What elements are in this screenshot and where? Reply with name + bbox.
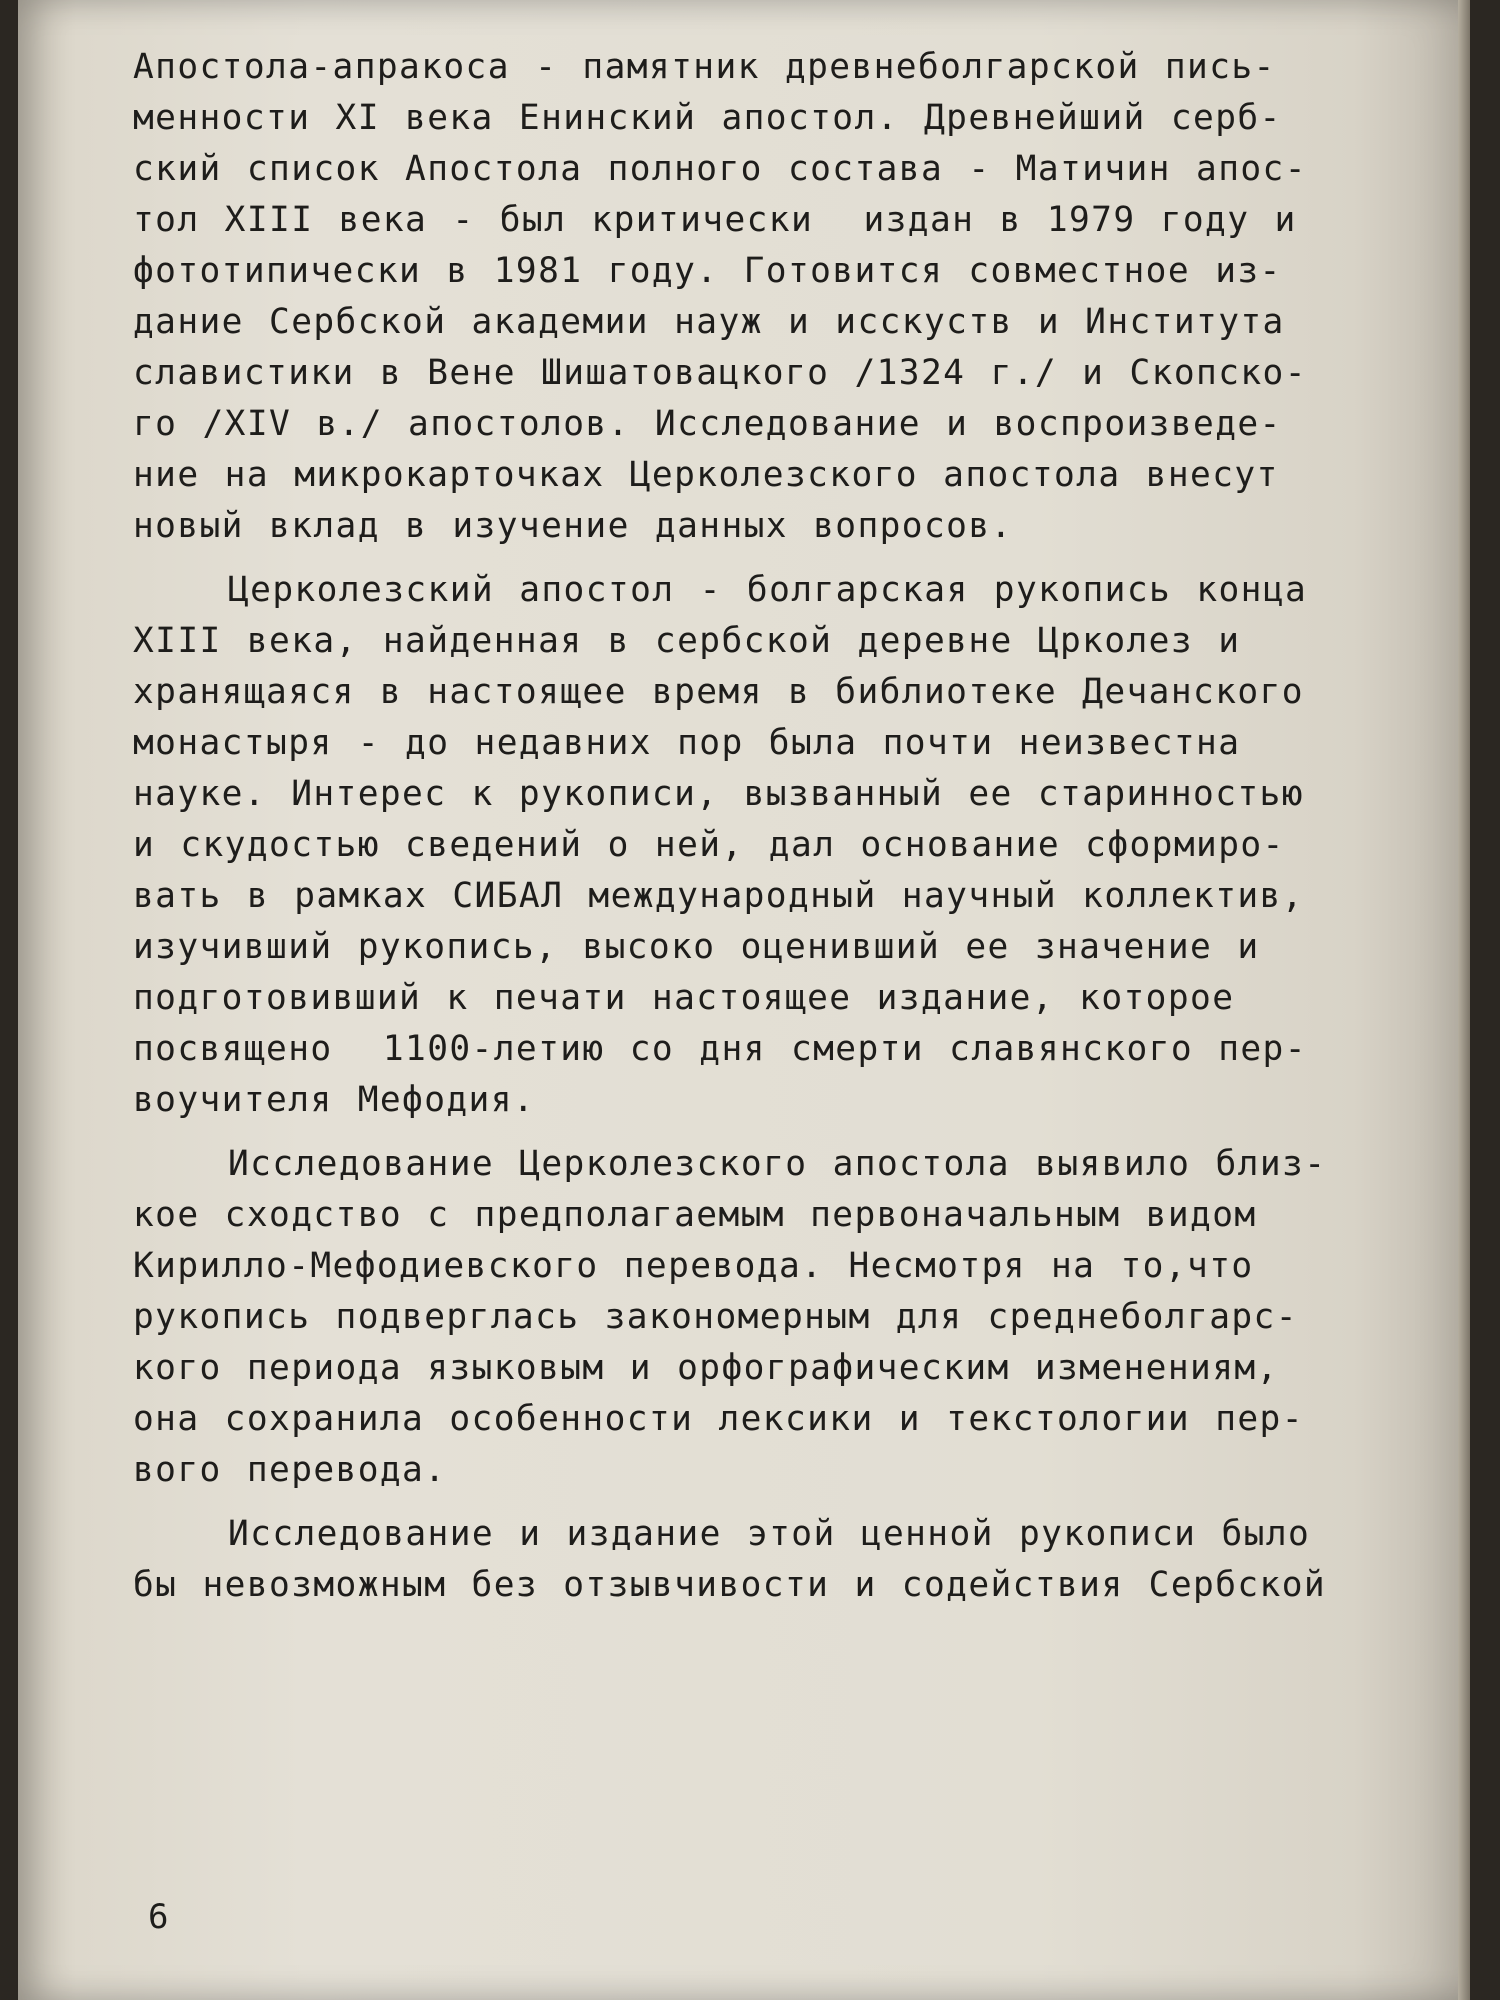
text-line: вого перевода. xyxy=(133,1450,447,1490)
text-line: рукопись подверглась закономерным для среднеболгарс- xyxy=(133,1297,1298,1337)
text-line: славистики в Вене Шишатовацкого /1324 г./ и Скопско- xyxy=(133,353,1307,393)
text-line: новый вклад в изучение данных вопросов. xyxy=(133,506,1013,546)
text-line: менности XI века Енинский апостол. Древнейший серб- xyxy=(133,98,1282,138)
text-line: кого периода языковым и орфографическим изменениям, xyxy=(133,1348,1279,1388)
text-line: XIII века, найденная в сербской деревне Црколез и xyxy=(133,621,1241,661)
text-line: она сохранила особенности лексики и текстологии пер- xyxy=(133,1399,1304,1439)
text-line: подготовивший к печати настоящее издание, которое xyxy=(133,978,1235,1018)
paragraph-4 xyxy=(133,1509,1443,1611)
page-number: 6 xyxy=(148,1897,169,1937)
text-line: Исследование и издание этой ценной рукописи было xyxy=(228,1514,1311,1554)
text-line: Кирилло-Мефодиевского перевода. Несмотря на то,что xyxy=(133,1246,1254,1286)
text-line: бы невозможным без отзывчивости и содействия Сербской xyxy=(133,1565,1327,1605)
text-line: го /XIV в./ апостолов. Исследование и воспроизведе- xyxy=(133,404,1282,444)
paragraph-1 xyxy=(133,42,1443,552)
paragraph-2 xyxy=(133,565,1443,1126)
text-line: посвящено 1100-летию со дня смерти славянского пер- xyxy=(133,1029,1307,1069)
book-page xyxy=(18,0,1470,2000)
text-line: воучителя Мефодия. xyxy=(133,1080,536,1120)
text-line: ский список Апостола полного состава - Матичин апос- xyxy=(133,149,1307,189)
text-line: ние на микрокарточках Церколезского апостола внесут xyxy=(133,455,1279,495)
paragraph-3 xyxy=(133,1139,1443,1496)
text-line: Исследование Церколезского апостола выявило близ- xyxy=(228,1144,1327,1184)
text-line: и скудостью сведений о ней, дал основание сформиро- xyxy=(133,825,1285,865)
text-line: хранящаяся в настоящее время в библиотеке Дечанского xyxy=(133,672,1304,712)
text-line: тол XIII века - был критически издан в 1979 году и xyxy=(133,200,1297,240)
text-line: науке. Интерес к рукописи, вызванный ее старинностью xyxy=(133,774,1304,814)
text-line: изучивший рукопись, высоко оценивший ее значение и xyxy=(133,927,1260,967)
text-line: кое сходство с предполагаемым первоначальным видом xyxy=(133,1195,1257,1235)
text-line: монастыря - до недавних пор была почти неизвестна xyxy=(133,723,1241,763)
page-edge xyxy=(1458,0,1470,2000)
page-body-text xyxy=(133,42,1443,1611)
text-line: фототипически в 1981 году. Готовится совместное из- xyxy=(133,251,1282,291)
text-line: дание Сербской академии науж и исскуств и Института xyxy=(133,302,1285,342)
text-line: вать в рамках СИБАЛ международный научный коллектив, xyxy=(133,876,1304,916)
text-line: Апостола-апракоса - памятник древнеболгарской пись- xyxy=(133,47,1276,87)
text-line: Церколезский апостол - болгарская рукопись конца xyxy=(228,570,1308,610)
